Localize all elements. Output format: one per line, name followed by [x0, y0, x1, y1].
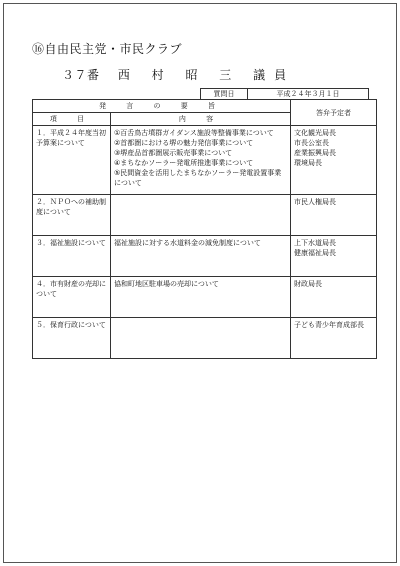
table-row — [33, 195, 377, 236]
responder-cell — [291, 126, 377, 195]
responder: 市民人権局長 — [294, 198, 336, 206]
item-cell: ３．福祉施設について — [33, 236, 111, 277]
content-line: ③堺産品首都圏展示販売事業について — [114, 149, 233, 157]
item-cell: １．平成２４年度当初予算案について — [33, 126, 111, 195]
responder-cell — [291, 318, 377, 359]
item-cell: ５．保育行政について — [33, 318, 111, 359]
content-cell — [111, 236, 291, 277]
content-line: ④まちなかソーラー発電所推進事業について — [114, 159, 254, 167]
member-line — [62, 66, 295, 83]
content-line: ⑤民間資金を活用したまちなかソーラー発電設置事業について — [114, 169, 282, 187]
table-row — [33, 318, 377, 359]
responder: 文化観光局長 — [294, 129, 336, 137]
content-line: 福祉施設に対する水道料金の減免制度について — [114, 239, 261, 247]
party-heading: ⑯自由民主党・市民クラブ — [32, 42, 183, 56]
responder: 市長公室長 — [294, 139, 329, 147]
content-cell — [111, 126, 291, 195]
responder-cell — [291, 195, 377, 236]
speech-table — [32, 99, 377, 359]
responder: 財政局長 — [294, 280, 322, 288]
responder: 環境局長 — [294, 159, 322, 167]
member-number: ３７番 — [62, 68, 100, 82]
content-line: ①百舌鳥古墳群ガイダンス施設等整備事業について — [114, 129, 274, 137]
responder: 子ども青少年育成部長 — [294, 321, 364, 329]
content-cell — [111, 277, 291, 318]
responder-cell — [291, 236, 377, 277]
question-date-value: 平成２４年３月１日 — [248, 89, 369, 100]
member-name: 西 村 昭 三 議員 — [117, 68, 296, 82]
responder: 産業振興局長 — [294, 149, 336, 157]
responder: 健康福祉局長 — [294, 249, 336, 257]
table-row — [33, 236, 377, 277]
item-cell: ４．市有財産の売却について — [33, 277, 111, 318]
content-line: ②首都圏における堺の魅力発信事業について — [114, 139, 254, 147]
responder-header: 答弁予定者 — [291, 100, 377, 126]
table-row — [33, 126, 377, 195]
item-header: 項 目 — [33, 113, 111, 126]
responder: 上下水道局長 — [294, 239, 336, 247]
speech-points-header: 発 言 の 要 旨 — [33, 100, 291, 113]
item-cell: ２．ＮＰＯへの補助制度について — [33, 195, 111, 236]
content-cell — [111, 318, 291, 359]
question-date-label: 質問日 — [201, 89, 248, 100]
content-line: 協和町地区駐車場の売却について — [114, 280, 219, 288]
table-row — [33, 277, 377, 318]
content-header: 内 容 — [111, 113, 291, 126]
responder-cell — [291, 277, 377, 318]
content-cell — [111, 195, 291, 236]
